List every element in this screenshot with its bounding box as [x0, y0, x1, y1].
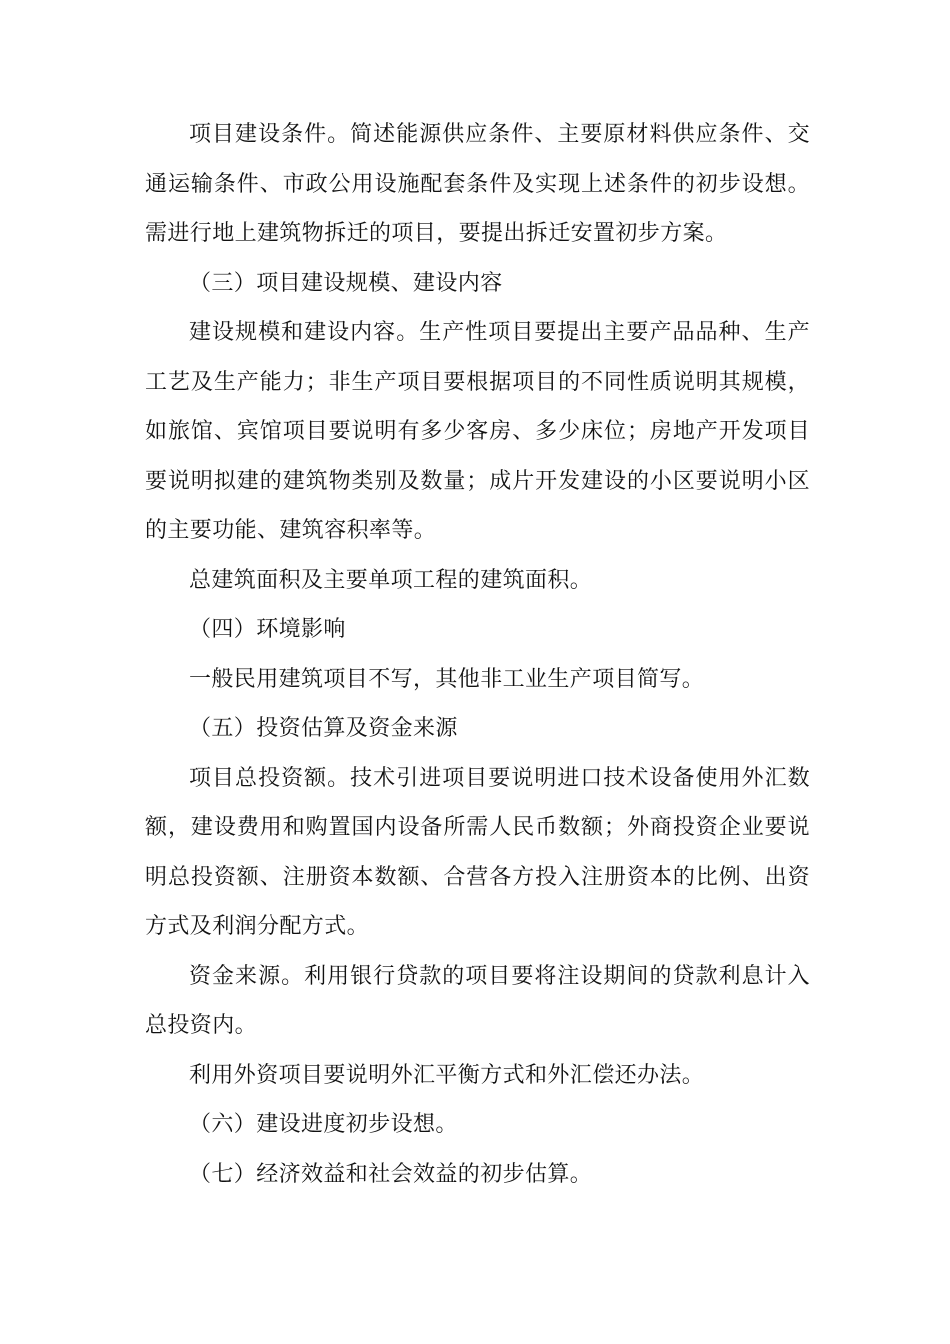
section-heading-benefits: （七）经济效益和社会效益的初步估算。	[189, 1161, 593, 1187]
paragraph-foreign-capital: 利用外资项目要说明外汇平衡方式和外汇偿还办法。	[189, 1062, 705, 1088]
section-heading-schedule: （六）建设进度初步设想。	[189, 1112, 458, 1137]
paragraph-construction-conditions: 项目建设条件。简述能源供应条件、主要原材料供应条件、交通运输条件、市政公用设施配套条件及实现上述条件的初步设想。需进行地上建筑物拆迁的项目，要提出拆迁安置初步方案。	[145, 122, 810, 246]
paragraph-total-floor-area: 总建筑面积及主要单项工程的建筑面积。	[189, 567, 593, 593]
paragraph-scale-content: 建设规模和建设内容。生产性项目要提出主要产品品种、生产工艺及生产能力；非生产项目要根据项目的不同性质说明其规模，如旅馆、宾馆项目要说明有多少客房、多少床位；房地产开发项目要说明拟建的建筑物类别及数量；成片开发建设的小区要说明小区的主要功能、建筑容积率等。	[145, 320, 810, 543]
section-heading-environmental-impact: （四）环境影响	[189, 617, 346, 642]
document-body	[145, 110, 810, 1199]
paragraph-funding-source: 资金来源。利用银行贷款的项目要将注设期间的贷款利息计入总投资内。	[145, 963, 810, 1038]
paragraph-environmental-impact: 一般民用建筑项目不写，其他非工业生产项目简写。	[189, 666, 705, 692]
section-heading-scale-content: （三）项目建设规模、建设内容	[189, 270, 503, 296]
section-heading-investment-funding: （五）投资估算及资金来源	[189, 716, 458, 741]
paragraph-total-investment: 项目总投资额。技术引进项目要说明进口技术设备使用外汇数额，建设费用和购置国内设备所需人民币数额；外商投资企业要说明总投资额、注册资本数额、合营各方投入注册资本的比例、出资方式及利润分配方式。	[145, 765, 810, 939]
